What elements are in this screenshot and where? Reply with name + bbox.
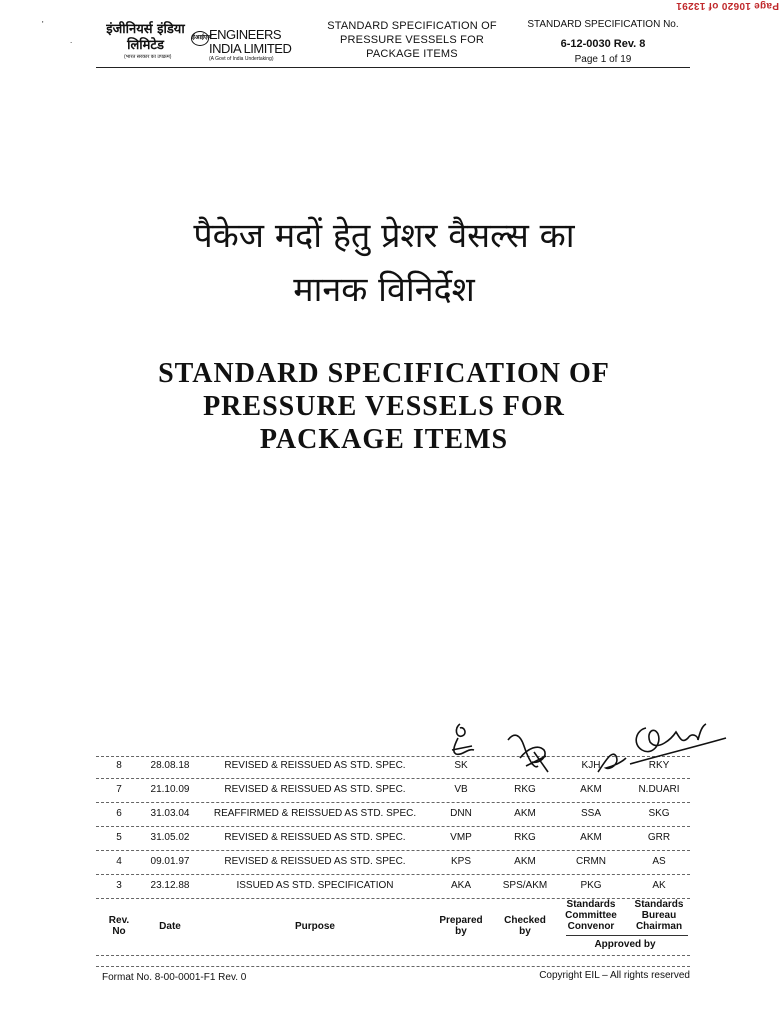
revision-cell-date: 23.12.88 — [150, 880, 190, 891]
page-number: Page 1 of 19 — [574, 54, 632, 65]
revision-cell-prepared: SK — [454, 760, 468, 771]
document-title-line: PACKAGE ITEMS — [259, 424, 509, 455]
company-logo — [98, 22, 308, 62]
table-row-rule — [96, 874, 690, 875]
approved-divider — [566, 935, 688, 936]
revision-cell-checked: RKG — [514, 784, 536, 795]
page-stamp: Page 10620 of 13291 — [676, 0, 779, 11]
signature-convenor — [594, 746, 628, 776]
revision-cell-rev: 8 — [116, 760, 122, 771]
revision-cell-convenor: AKM — [580, 832, 602, 843]
header-purpose: Purpose — [294, 921, 335, 932]
revision-cell-prepared: KPS — [450, 856, 471, 867]
header-divider — [96, 67, 690, 68]
copyright-text: Copyright EIL – All rights reserved — [539, 970, 690, 981]
revision-cell-rev: 7 — [116, 784, 122, 795]
hindi-title-line: पैकेज मदों हेतु प्रेशर वैसल्स का — [193, 216, 575, 256]
revision-cell-checked: AKM — [514, 856, 536, 867]
header-date: Date — [159, 921, 181, 932]
table-row-rule — [96, 850, 690, 851]
header-title-line: STANDARD SPECIFICATION OF — [327, 20, 497, 32]
revision-cell-purpose: REVISED & REISSUED AS STD. SPEC. — [224, 760, 406, 771]
revision-cell-rev: 6 — [116, 808, 122, 819]
header-bureau-chairman: Standards Bureau Chairman — [634, 899, 684, 932]
hindi-title-line: मानक विनिर्देश — [293, 270, 475, 310]
revision-cell-purpose: REVISED & REISSUED AS STD. SPEC. — [224, 784, 406, 795]
logo-badge: ईआईएल — [191, 31, 209, 46]
document-title-line: STANDARD SPECIFICATION OF — [158, 358, 610, 389]
revision-cell-chairman: AS — [652, 856, 666, 867]
revision-cell-chairman: N.DUARI — [638, 784, 680, 795]
revision-cell-chairman: RKY — [648, 760, 670, 771]
header-approved-by: Approved by — [594, 939, 656, 950]
logo-hindi-text: इंजीनियर्स इंडिया लिमिटेड — [106, 22, 185, 53]
scan-mark: ' — [42, 20, 44, 29]
revision-cell-date: 28.08.18 — [150, 760, 190, 771]
revision-cell-checked: SPS/AKM — [502, 880, 548, 891]
revision-cell-chairman: AK — [652, 880, 666, 891]
spec-label: STANDARD SPECIFICATION No. — [527, 19, 679, 30]
table-bottom-rule — [96, 955, 690, 956]
table-row-rule — [96, 826, 690, 827]
revision-cell-checked: RKG — [514, 832, 536, 843]
revision-cell-prepared: AKA — [450, 880, 471, 891]
revision-cell-prepared: DNN — [450, 808, 472, 819]
document-title-line: PRESSURE VESSELS FOR — [203, 391, 565, 422]
header-committee-convenor: Standards Committee Convenor — [565, 899, 617, 932]
header-title-line: PACKAGE ITEMS — [366, 48, 458, 60]
revision-cell-purpose: REAFFIRMED & REISSUED AS STD. SPEC. — [213, 808, 417, 819]
revision-cell-convenor: AKM — [580, 784, 602, 795]
revision-cell-purpose: ISSUED AS STD. SPECIFICATION — [236, 880, 394, 891]
document-title — [0, 357, 768, 456]
revision-cell-purpose: REVISED & REISSUED AS STD. SPEC. — [224, 832, 406, 843]
logo-english-line2: INDIA LIMITED — [209, 41, 292, 56]
table-row-rule — [96, 802, 690, 803]
scan-mark: . — [70, 36, 73, 45]
logo-sub-english: (A Govt of India Undertaking) — [209, 56, 274, 62]
revision-cell-date: 31.05.02 — [150, 832, 190, 843]
header-prepared-by: Prepared by — [439, 915, 483, 937]
revision-cell-convenor: CRMN — [576, 856, 606, 867]
revision-cell-convenor: SSA — [580, 808, 601, 819]
revision-cell-date: 21.10.09 — [150, 784, 190, 795]
table-row-rule — [96, 778, 690, 779]
signature-chairman — [628, 716, 728, 768]
revision-cell-prepared: VB — [454, 784, 468, 795]
revision-cell-rev: 5 — [116, 832, 122, 843]
revision-cell-chairman: GRR — [647, 832, 671, 843]
revision-cell-date: 31.03.04 — [150, 808, 190, 819]
header-checked-by: Checked by — [504, 915, 546, 937]
format-number: Format No. 8-00-0001-F1 Rev. 0 — [102, 972, 247, 983]
header-title-line: PRESSURE VESSELS FOR — [340, 34, 484, 46]
revision-cell-purpose: REVISED & REISSUED AS STD. SPEC. — [224, 856, 406, 867]
revision-cell-checked: AKM — [514, 808, 536, 819]
revision-cell-convenor: KJH — [581, 760, 601, 771]
revision-cell-rev: 4 — [116, 856, 122, 867]
signature-checked — [504, 726, 554, 778]
footer-divider — [96, 966, 690, 967]
revision-cell-date: 09.01.97 — [150, 856, 190, 867]
revision-cell-rev: 3 — [116, 880, 122, 891]
spec-number: 6-12-0030 Rev. 8 — [560, 38, 646, 50]
header-title — [312, 19, 512, 61]
header-rev-no: Rev. No — [108, 915, 130, 937]
revision-cell-prepared: VMP — [450, 832, 472, 843]
revision-cell-convenor: PKG — [580, 880, 602, 891]
revision-cell-chairman: SKG — [648, 808, 670, 819]
logo-english-line1: ENGINEERS — [209, 27, 282, 42]
signature-prepared — [446, 720, 480, 762]
logo-sub-hindi: (भारत सरकार का उपक्रम) — [124, 54, 172, 60]
